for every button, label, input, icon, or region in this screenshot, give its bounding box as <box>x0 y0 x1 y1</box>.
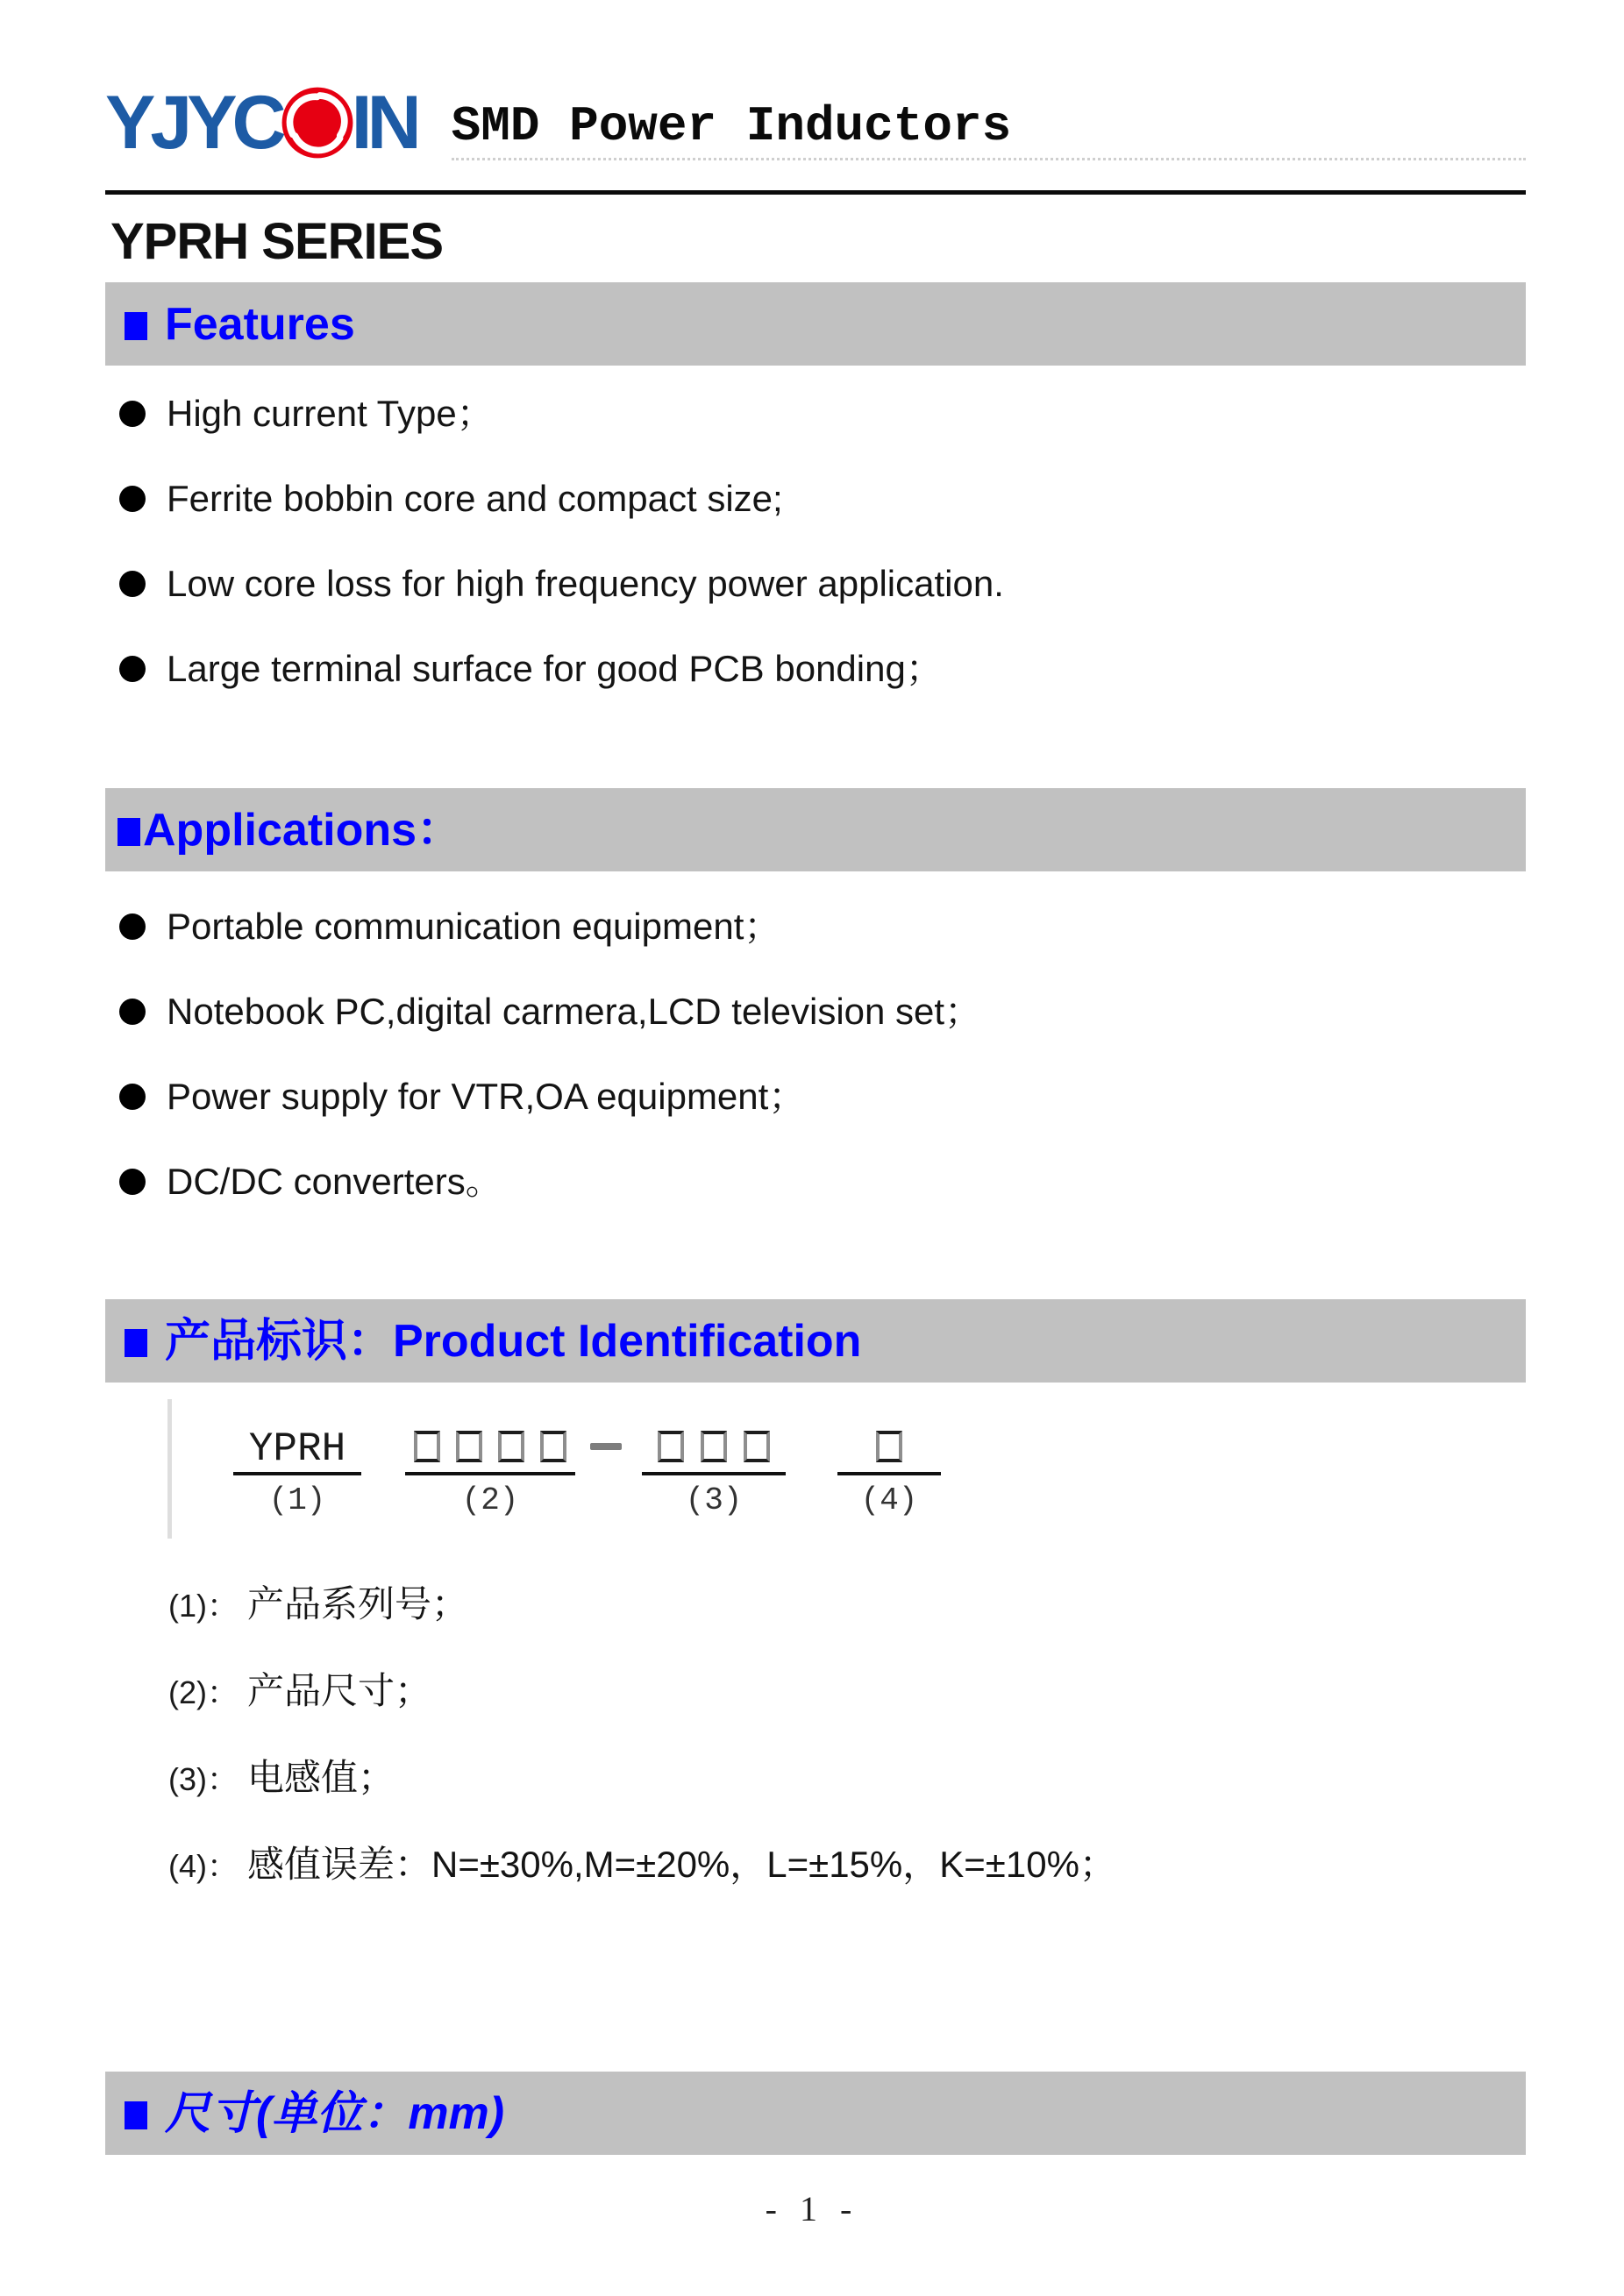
applications-heading: Applications： <box>143 804 463 856</box>
placeholder-box-icon <box>876 1431 902 1462</box>
code-group-inductance <box>642 1431 786 1518</box>
logo-pinwheel-icon <box>280 85 355 160</box>
blue-square-icon <box>125 2101 147 2129</box>
bullet-icon <box>119 401 146 427</box>
list-item <box>105 992 1526 1032</box>
bullet-icon <box>119 656 146 682</box>
separator-dash-icon <box>590 1443 622 1450</box>
placeholder-box-icon <box>498 1431 524 1462</box>
placeholder-box-icon <box>744 1431 770 1462</box>
product-identification-banner <box>105 1299 1526 1383</box>
code-group-label: (2) <box>461 1482 519 1519</box>
features-banner <box>105 282 1526 366</box>
feature-text: Ferrite bobbin core and compact size; <box>167 478 783 520</box>
product-code-diagram <box>105 1399 1526 1550</box>
logo-text-right: IN <box>351 81 417 165</box>
code-group-content <box>642 1431 786 1475</box>
features-heading: Features <box>165 298 355 350</box>
bullet-icon <box>119 1169 146 1195</box>
note-item <box>168 1583 1526 1627</box>
application-text: Notebook PC,digital carmera,LCD television set； <box>167 991 982 1033</box>
application-text: Portable communication equipment； <box>167 906 781 948</box>
note-text: 感值误差：N=±30%,M=±20%，L=±15%，K=±10%； <box>247 1844 1116 1886</box>
note-number: (3)： <box>168 1761 239 1798</box>
blue-square-icon <box>118 818 140 846</box>
code-group-content <box>405 1431 575 1475</box>
placeholder-box-icon <box>540 1431 566 1462</box>
bullet-icon <box>119 571 146 597</box>
note-number: (4)： <box>168 1848 239 1885</box>
bullet-icon <box>119 913 146 940</box>
product-code-notes <box>168 1583 1526 1887</box>
bullet-icon <box>119 1084 146 1110</box>
list-item <box>105 649 1526 689</box>
product-identification-heading: 产品标识：Product Identification <box>165 1315 862 1367</box>
application-text: DC/DC converters。 <box>167 1161 502 1203</box>
applications-list <box>105 906 1526 1202</box>
placeholder-box-icon <box>658 1431 684 1462</box>
bullet-icon <box>119 999 146 1025</box>
note-number: (2)： <box>168 1674 239 1711</box>
list-item <box>105 1162 1526 1202</box>
code-group-tolerance <box>837 1431 941 1518</box>
feature-text: High current Type； <box>167 393 494 435</box>
note-text: 产品系列号； <box>247 1583 469 1625</box>
applications-banner <box>105 788 1526 871</box>
placeholder-box-icon <box>456 1431 482 1462</box>
code-group-content <box>837 1431 941 1475</box>
list-item <box>105 479 1526 519</box>
page-header <box>105 81 1526 165</box>
list-item <box>105 1077 1526 1117</box>
code-group-series <box>233 1426 361 1519</box>
diagram-row <box>233 1426 1526 1519</box>
code-group-label: (1) <box>268 1482 326 1519</box>
note-number: (1)： <box>168 1588 239 1624</box>
note-text: 电感值； <box>247 1757 395 1799</box>
code-group-size <box>405 1431 575 1518</box>
company-logo <box>105 81 417 165</box>
code-group-label: (4) <box>860 1482 918 1519</box>
blue-square-icon <box>125 312 147 340</box>
placeholder-box-icon <box>701 1431 727 1462</box>
feature-text: Large terminal surface for good PCB bonding； <box>167 648 943 690</box>
features-list <box>105 394 1526 689</box>
application-text: Power supply for VTR,OA equipment； <box>167 1076 806 1118</box>
list-item <box>105 906 1526 947</box>
series-title: YPRH SERIES <box>110 213 443 270</box>
note-item <box>168 1844 1526 1887</box>
placeholder-box-icon <box>414 1431 440 1462</box>
document-title: SMD Power Inductors <box>452 102 1526 160</box>
code-group-content <box>233 1426 361 1475</box>
list-item <box>105 394 1526 434</box>
page-number: - 1 - <box>765 2189 859 2228</box>
dimensions-heading: 尺寸(单位：mm) <box>165 2087 505 2139</box>
series-code: YPRH <box>248 1426 346 1473</box>
blue-square-icon <box>125 1329 147 1357</box>
logo-text-left: YJYC <box>105 81 281 165</box>
bullet-icon <box>119 486 146 512</box>
feature-text: Low core loss for high frequency power application. <box>167 563 1004 605</box>
diagram-left-border <box>167 1399 172 1539</box>
note-text: 产品尺寸； <box>247 1670 432 1712</box>
dimensions-banner <box>105 2072 1526 2155</box>
list-item <box>105 564 1526 604</box>
code-group-label: (3) <box>685 1482 743 1519</box>
note-item <box>168 1757 1526 1801</box>
note-item <box>168 1670 1526 1714</box>
header-divider <box>105 190 1526 195</box>
